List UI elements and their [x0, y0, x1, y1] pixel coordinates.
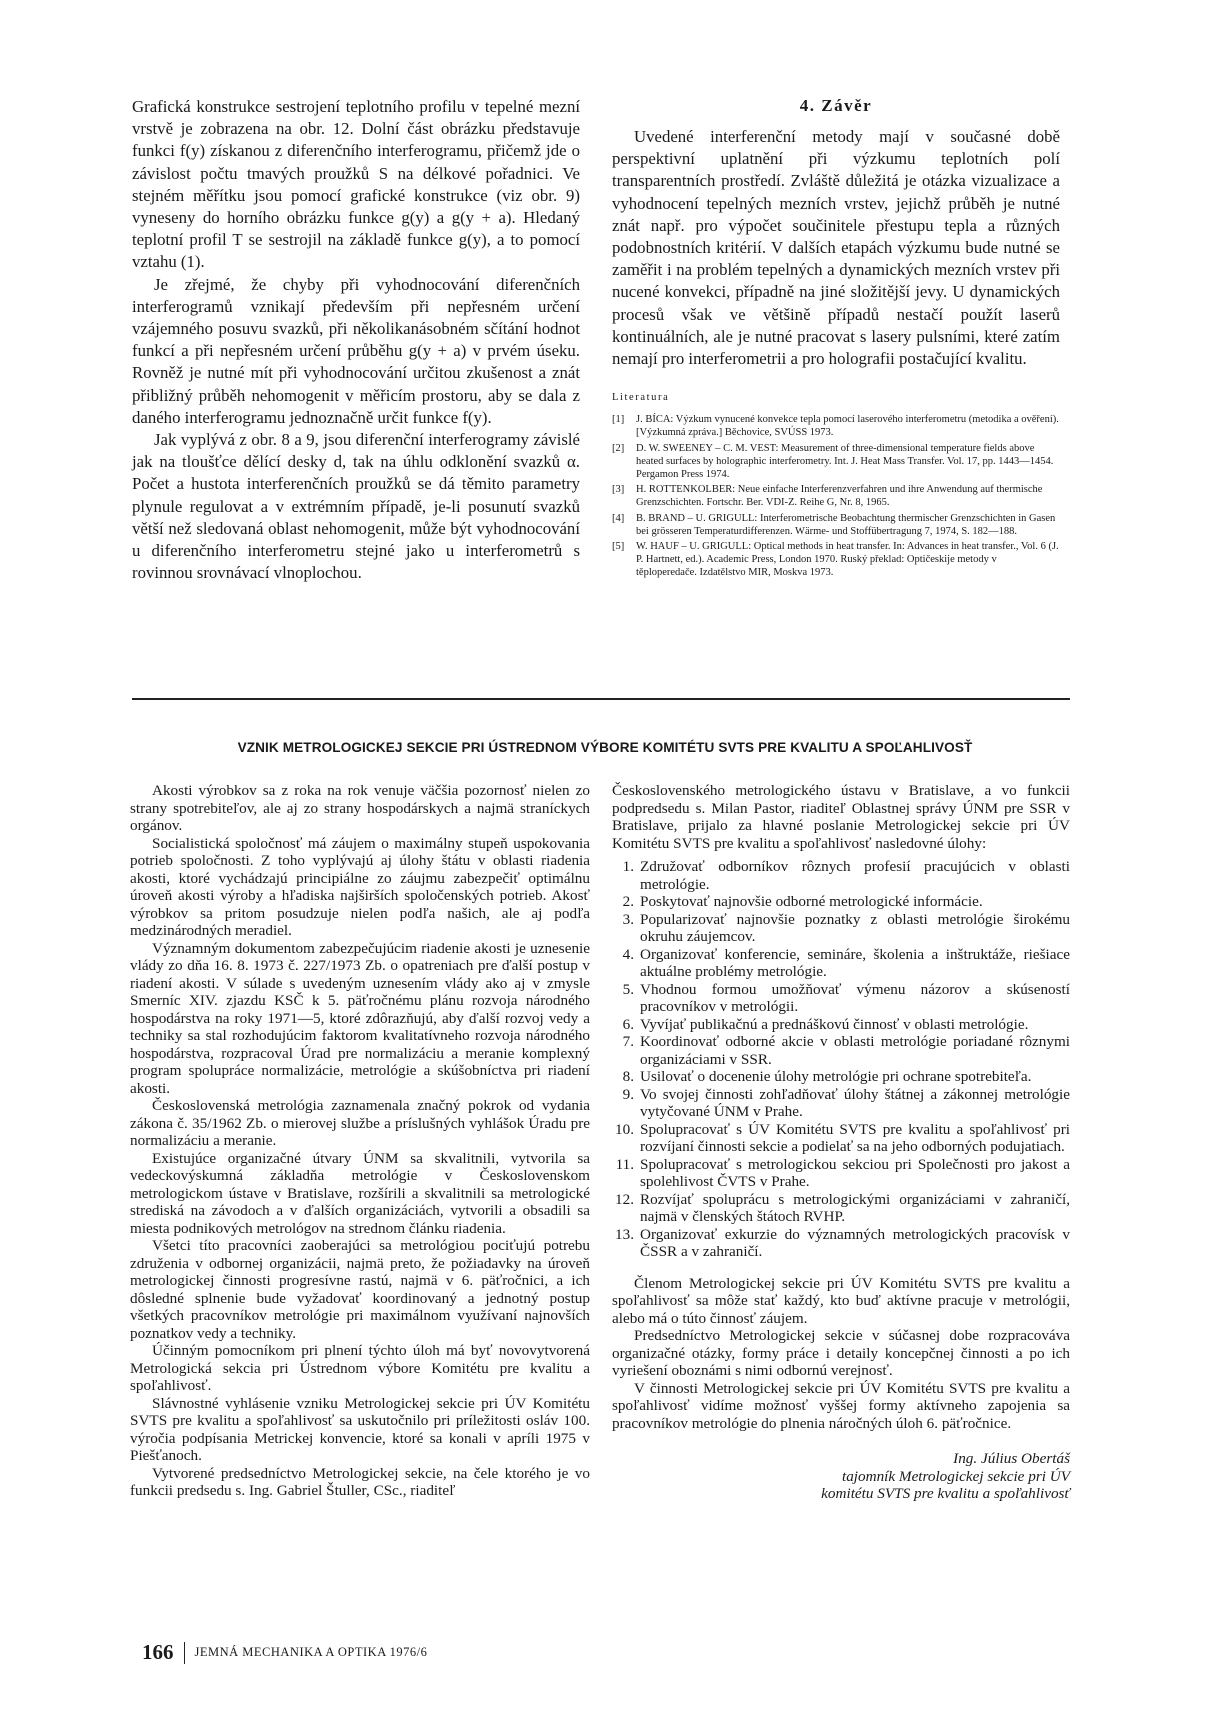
list-item: 2. Poskytovať najnovšie odborné metrologické informácie.: [622, 893, 983, 910]
page-number: 166: [142, 1640, 174, 1664]
paragraph: Významným dokumentom zabezpečujúcim riadenie akosti je uznesenie vlády zo dňa 16. 8. 1973 č. 227/1973 Zb. o opatreniach pre ďalší postup v riadení akosti. V súlade s uvedeným uznesením vlády ako aj v zmysle Smerníc XIV. zjazdu KSČ k 5. päťročnému plánu rozvoja národného hospodárstva na roky 1971—5, ktoré zdôrazňujú, aby ďalší rozvoj vedy a techniky sa stal rozhodujúcim faktorom kvalitatívneho rozvoja národného hospodárstva, rozpracoval Úrad pre normalizáciu a meranie komplexný program spolupráce normalizácie, metrológie a skúšobníctva pri riadení akosti.: [130, 939, 590, 1097]
top-left-column: [132, 96, 580, 584]
list-item: 6. Vyvíjať publikačnú a prednáškovú činnosť v oblasti metrológie.: [622, 1015, 1029, 1033]
paragraph: V činnosti Metrologickej sekcie pri ÚV Komitétu SVTS pre kvalitu a spoľahlivosť vidíme možnosť vyššej formy aktívneho zapojenia sa pracovníkov metrológie do plnenia náročných úloh 6. päťročnice.: [612, 1379, 1070, 1432]
list-item: 5. Vhodnou formou umožňovať výmenu názorov a skúseností pracovníkov v metrológii.: [622, 980, 1070, 1015]
list-item: 3. Popularizovať najnovšie poznatky z oblasti metrológie širokému okruhu záujemcov.: [622, 910, 1070, 945]
footer-divider: [184, 1642, 185, 1664]
list-item: 9. Vo svojej činnosti zohľadňovať úlohy štátnej a zákonnej metrológie vytyčované ÚNM v Prahe.: [622, 1085, 1070, 1120]
list-item: 4. Organizovať konferencie, semináre, školenia a inštruktáže, riešiace aktuálne problémy metrológie.: [622, 945, 1070, 980]
paragraph: Uvedené interferenční metody mají v současné době perspektivní uplatnění při výzkumu teplotních polí transparentních prostředí. Zvláště důležitá je otázka vizualizace a vyhodnocení tepelných mezních vrstev, jejichž průběh je nutné znát např. pro výpočet součinitele přestupu tepla a různých podobnostních kritérií. V dalších etapách výzkumu bude nutné se zaměřit i na problém tepelných a dynamických mezních vrstev při nucené konvekci, případně na jiné složitější jevy. U dynamických procesů však ve většině případů nestačí použít laserů kontinuálních, ale je nutné pracovat s lasery pulsními, které zatím nemají pro interferometrii a pro holografii postačující kvalitu.: [612, 127, 1060, 369]
signature: [612, 1450, 1070, 1503]
literature-title: Literatura: [612, 392, 670, 404]
paragraph: Je zřejmé, že chyby při vyhodnocování diferenčních interferogramů vznikají především při nepřesném určení vzájemného posuvu svazků, při několikanásobném sčítání hodnot funkcí a při nepřesném určení průběhu g(y + a) v prvém úseku. Rovněž je nutné mít při vyhodnocování určitou zkušenost a znát přibližný průběh nehomogenit v měřicím prostoru, aby se dala z daného interferogramu jednoznačně určit funkce f(y).: [132, 274, 580, 427]
article-right-column: [612, 782, 1070, 1503]
paragraph: Akosti výrobkov sa z roka na rok venuje väčšia pozornosť nielen zo strany spotrebiteľov, ale aj zo strany hospodárskych a najmä straníckych orgánov.: [130, 782, 590, 834]
paragraph: Československého metrologického ústavu v Bratislave, a vo funkcii podpredsedu s. Milan Pastor, riaditeľ Oblastnej správy ÚNM pre SSR v Bratislave, prijalo za hlavné poslanie Metrologickej sekcie pri ÚV Komitétu SVTS pre kvalitu a spoľahlivosť nasledovné úlohy:: [612, 782, 1070, 852]
section-divider: [132, 698, 1070, 700]
signature-role: tajomník Metrologickej sekcie pri ÚV: [841, 1467, 1070, 1485]
paragraph: Grafická konstrukce sestrojení teplotního profilu v tepelné mezní vrstvě je zobrazena na obr. 12. Dolní část obrázku představuje funkci f(y) získanou z diferenčního interferogramu, přičemž jde o závislost počtu tmavých proužků S na délkové pořadnici. Ve stejném měřítku jsou pomocí grafické konstrukce (viz obr. 9) vyneseny do horního obrázku funkce g(y) a g(y + a). Hledaný teplotní profil T se sestrojil na základě funkce g(y), a to pomocí vztahu (1).: [132, 97, 580, 272]
reference-item: [4] B. BRAND – U. GRIGULL: Interferometrische Beobachtung thermischer Grenzschichten in Gasen bei grösseren Temperaturdifferenzen. Wärme- und Stoffübertragung 7, 1974, S. 182—188.: [612, 512, 1056, 537]
list-item: 11. Spolupracovať s metrologickou sekciou pri Společnosti pro jakost a spolehlivost ČVTS v Prahe.: [615, 1155, 1070, 1190]
article-title: VZNIK METROLOGICKEJ SEKCIE PRI ÚSTREDNOM VÝBORE KOMITÉTU SVTS PRE KVALITU A SPOĽAHLIVOSŤ: [237, 740, 973, 755]
paragraph: Jak vyplývá z obr. 8 a 9, jsou diferenční interferogramy závislé jak na tloušťce dělící desky d, tak na úhlu odklonění svazků α. Počet a hustota interferenčních proužků se dá těmito parametry plynule regulovat a v extrémním případě, je-li posunutí svazků větší než sledovaná oblast nehomogenit, může být vyhodnocování u diferenčního interferometru stejné jako u interferometrů s rovinnou srovnávací vlnoplochou.: [132, 430, 580, 583]
section-heading: 4. Závěr: [799, 96, 873, 115]
paragraph: Členom Metrologickej sekcie pri ÚV Komitétu SVTS pre kvalitu a spoľahlivosť sa môže stať každý, kto buď aktívne pracuje v metrológii, alebo má o túto činnosť záujem.: [612, 1274, 1070, 1327]
list-item: 13. Organizovať exkurzie do významných metrologických pracovísk v ČSSR a v zahraničí.: [615, 1225, 1070, 1260]
paragraph: Účinným pomocníkom pri plnení týchto úloh má byť novovytvorená Metrologická sekcia pri Ústrednom výbore Komitétu pre kvalitu a spoľahlivosť.: [130, 1342, 590, 1394]
paragraph: Československá metrológia zaznamenala značný pokrok od vydania zákona č. 35/1962 Zb. o mierovej službe a príslušných vyhlášok Úradu pre normalizáciu a meranie.: [130, 1097, 590, 1149]
signature-name: Ing. Július Obertáš: [953, 1450, 1070, 1467]
paragraph: Socialistická spoločnosť má záujem o maximálny stupeň uspokovania potrieb spoločnosti. Z toho vyplývajú aj úlohy štátu v oblasti riadenia akosti, ktoré vychádzajú principiálne zo záujmu zabezpečiť optimálnu úroveň akosti výroby a hľadiska najširších spoločenských potrieb. Akosť výrobkov sa pritom posudzuje nielen podľa našich, ale aj podľa medzinárodných meradiel.: [130, 834, 590, 939]
reference-item: [2] D. W. SWEENEY – C. M. VEST: Measurement of three-dimensional temperature fields above heated surfaces by holographic interferometry. Int. J. Heat Mass Transfer. Vol. 17, pp. 1443—1454. Pergamon Press 1974.: [612, 442, 1054, 481]
reference-item: [1] J. BÍCA: Výzkum vynucené konvekce tepla pomocí laserového interferometru (metodika a ověření). [Výzkumná zpráva.] Běchovice, SVÚSS 1973.: [612, 414, 1059, 439]
paragraph: Existujúce organizačné útvary ÚNM sa skvalitnili, vytvorila sa vedeckovýskumná základňa metrológie v Československom metrologickom ústave v Bratislave, rozšírili a skvalitnili sa metrologické strediská na závodoch a v ďalších organizáciách, vytvorili a obsadili sa miesta podnikových metrológov na strednom článku riadenia.: [130, 1149, 590, 1237]
reference-item: [5] W. HAUF – U. GRIGULL: Optical methods in heat transfer. In: Advances in heat transfer., Vol. 6 (J. P. Hartnett, ed.). Academic Press, London 1970. Ruský překlad: Optičeskije metody v těploperedače. Izdatělstvo MIR, Moskva 1973.: [612, 541, 1059, 579]
reference-item: [3] H. ROTTENKOLBER: Neue einfache Interferenzverfahren und ihre Anwendung auf thermische Grenzschichten. Fortschr. Ber. VDI-Z. Reihe G, Nr. 8, 1965.: [612, 484, 1043, 509]
list-item: 8. Usilovať o docenenie úlohy metrológie pri ochrane spotrebiteľa.: [622, 1068, 1032, 1085]
paragraph: Slávnostné vyhlásenie vzniku Metrologickej sekcie pri ÚV Komitétu SVTS pre kvalitu a spoľahlivosť sa uskutočnilo pri príležitosti osláv 100. výročia podpísania Metrickej konvencie, ktoré sa konali v apríli 1975 v Piešťanoch.: [130, 1394, 590, 1464]
paragraph: Predsedníctvo Metrologickej sekcie v súčasnej dobe rozpracováva organizačné otázky, formy práce i detaily koncepčnej činnosti a po ich vyriešení oboznámi s nimi odbornú verejnosť.: [612, 1327, 1070, 1379]
signature-org: komitétu SVTS pre kvalitu a spoľahlivosť: [821, 1485, 1070, 1502]
list-item: 10. Spolupracovať s ÚV Komitétu SVTS pre kvalitu a spoľahlivosť pri rozvíjaní činnosti sekcie a podielať sa na jeho odborných podujatiach.: [615, 1120, 1070, 1155]
list-item: 12. Rozvíjať spoluprácu s metrologickými organizáciami v zahraničí, najmä v členských štátoch RVHP.: [615, 1190, 1070, 1225]
list-item: 7. Koordinovať odborné akcie v oblasti metrológie poriadané rôznymi organizáciami v SSR.: [622, 1033, 1070, 1068]
journal-name: JEMNÁ MECHANIKA A OPTIKA 1976/6: [194, 1645, 428, 1659]
paragraph: Všetci títo pracovníci zaoberajúci sa metrológiou pociťujú potrebu združenia v odbornej organizácii, najmä preto, že požiadavky na úroveň metrologickej činnosti progresívne rastú, najmä v 6. päťročnici, a ich dôsledné splnenie bude vyžadovať koordinovaný a jednotný postup všetkých pracovníkov metrológie pri maximálnom využívaní najnovších poznatkov vedy a techniky.: [130, 1237, 590, 1342]
top-right-column: [612, 96, 1060, 582]
paragraph: Vytvorené predsedníctvo Metrologickej sekcie, na čele ktorého je vo funkcii predsedu s. Ing. Gabriel Štuller, CSc., riaditeľ: [130, 1464, 590, 1499]
article-left-column: [130, 782, 590, 1500]
task-list: [612, 858, 1070, 1261]
page-footer: [142, 1640, 427, 1665]
list-item: 1. Združovať odborníkov rôznych profesií pracujúcich v oblasti metrológie.: [622, 858, 1070, 893]
reference-list: [612, 413, 1060, 579]
